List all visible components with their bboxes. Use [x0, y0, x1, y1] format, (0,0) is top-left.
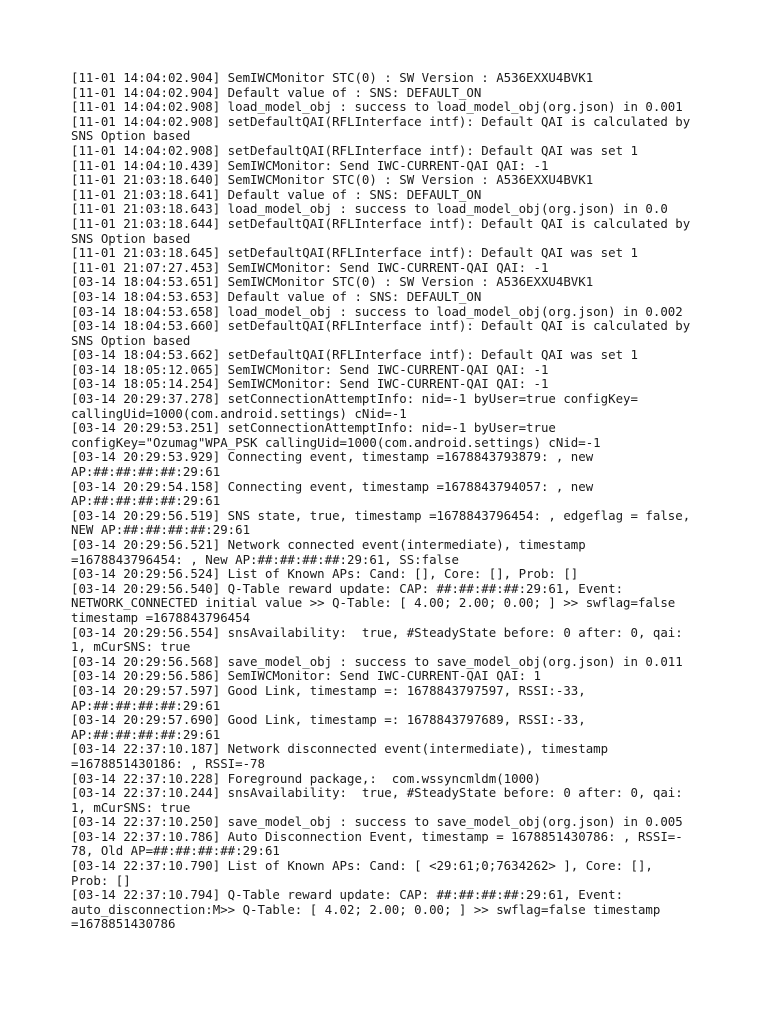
log-line: [03-14 18:04:53.653] Default value of : SNS: DEFAULT_ON [71, 288, 482, 304]
log-line: =1678843796454: , New AP:##:##:##:##:29:61, SS:false [71, 551, 459, 567]
log-line: [03-14 20:29:56.521] Network connected event(intermediate), timestamp [71, 537, 586, 552]
log-line: AP:##:##:##:##:29:61 [71, 697, 221, 713]
log-line: [11-01 21:03:18.643] load_model_obj : success to load_model_obj(org.json) in 0.0 [71, 201, 668, 217]
log-line: SNS Option based [71, 128, 191, 144]
log-line: NETWORK_CONNECTED initial value >> Q-Table: [ 4.00; 2.00; 0.00; ] >> swflag=false [71, 595, 676, 611]
log-line: [03-14 18:04:53.660] setDefaultQAI(RFLInterface intf): Default QAI is calculated by [71, 318, 691, 334]
log-line: [03-14 20:29:56.568] save_model_obj : success to save_model_obj(org.json) in 0.011 [71, 653, 683, 669]
log-line: callingUid=1000(com.android.settings) cNid=-1 [71, 405, 407, 421]
log-line: Prob: [] [71, 872, 131, 888]
log-line: [03-14 20:29:56.519] SNS state, true, timestamp =1678843796454: , edgeflag = false, [71, 507, 691, 523]
log-line: NEW AP:##:##:##:##:29:61 [71, 522, 251, 538]
log-document [71, 71, 711, 932]
log-line: =1678851430786 [71, 916, 176, 932]
log-line: [03-14 22:37:10.794] Q-Table reward update: CAP: ##:##:##:##:29:61, Event: [71, 887, 624, 903]
log-line: [11-01 14:04:02.908] setDefaultQAI(RFLInterface intf): Default QAI was set 1 [71, 142, 638, 158]
log-line: 78, Old AP=##:##:##:##:29:61 [71, 843, 280, 859]
log-line: auto_disconnection:M>> Q-Table: [ 4.02; 2.00; 0.00; ] >> swflag=false timestamp [71, 901, 661, 917]
log-line: [11-01 21:03:18.644] setDefaultQAI(RFLInterface intf): Default QAI is calculated by [71, 215, 691, 231]
log-line: [11-01 14:04:02.908] setDefaultQAI(RFLInterface intf): Default QAI is calculated by [71, 113, 691, 129]
log-line: [11-01 21:03:18.641] Default value of : SNS: DEFAULT_ON [71, 186, 482, 202]
log-line: [03-14 20:29:53.251] setConnectionAttemptInfo: nid=-1 byUser=true [71, 420, 556, 436]
log-line: [03-14 20:29:53.929] Connecting event, timestamp =1678843793879: , new [71, 449, 594, 465]
log-line: 1, mCurSNS: true [71, 799, 191, 815]
log-line: [03-14 20:29:57.690] Good Link, timestamp =: 1678843797689, RSSI:-33, [71, 712, 586, 728]
log-line: [03-14 20:29:56.524] List of Known APs: Cand: [], Core: [], Prob: [] [71, 566, 579, 582]
log-line: [11-01 21:03:18.640] SemIWCMonitor STC(0) : SW Version : A536EXXU4BVK1 [71, 172, 594, 188]
log-line: [03-14 22:37:10.250] save_model_obj : success to save_model_obj(org.json) in 0.005 [71, 814, 683, 830]
log-line: SNS Option based [71, 230, 191, 246]
log-line: [03-14 18:04:53.658] load_model_obj : success to load_model_obj(org.json) in 0.002 [71, 303, 683, 319]
log-line: [11-01 21:03:18.645] setDefaultQAI(RFLInterface intf): Default QAI was set 1 [71, 245, 638, 261]
log-line: AP:##:##:##:##:29:61 [71, 493, 221, 509]
log-line: SNS Option based [71, 332, 191, 348]
log-line: [03-14 22:37:10.244] snsAvailability: true, #SteadyState before: 0 after: 0, qai: [71, 785, 683, 801]
log-line: [03-14 22:37:10.786] Auto Disconnection Event, timestamp = 1678851430786: , RSSI=- [71, 828, 683, 844]
log-line: [03-14 20:29:56.586] SemIWCMonitor: Send IWC-CURRENT-QAI QAI: 1 [71, 668, 541, 684]
log-line: [03-14 18:04:53.662] setDefaultQAI(RFLInterface intf): Default QAI was set 1 [71, 347, 638, 363]
log-line: [03-14 20:29:56.554] snsAvailability: true, #SteadyState before: 0 after: 0, qai: [71, 624, 683, 640]
log-line: 1, mCurSNS: true [71, 639, 191, 655]
log-line: [11-01 14:04:02.908] load_model_obj : success to load_model_obj(org.json) in 0.001 [71, 99, 683, 115]
log-line: [11-01 21:07:27.453] SemIWCMonitor: Send IWC-CURRENT-QAI QAI: -1 [71, 259, 549, 275]
log-line: [03-14 20:29:54.158] Connecting event, timestamp =1678843794057: , new [71, 478, 594, 494]
log-line: configKey="Ozumag"WPA_PSK callingUid=1000(com.android.settings) cNid=-1 [71, 434, 601, 450]
log-line: [03-14 20:29:37.278] setConnectionAttemptInfo: nid=-1 byUser=true configKey= [71, 391, 638, 407]
log-line: [03-14 18:05:12.065] SemIWCMonitor: Send IWC-CURRENT-QAI QAI: -1 [71, 361, 549, 377]
log-line: [03-14 22:37:10.187] Network disconnected event(intermediate), timestamp [71, 741, 609, 757]
log-line: [11-01 14:04:10.439] SemIWCMonitor: Send IWC-CURRENT-QAI QAI: -1 [71, 157, 549, 173]
log-line: AP:##:##:##:##:29:61 [71, 464, 221, 480]
log-line: [03-14 22:37:10.790] List of Known APs: Cand: [ <29:61;0;7634262> ], Core: [], [71, 858, 653, 874]
log-line: [03-14 22:37:10.228] Foreground package,: com.wssyncmldm(1000) [71, 770, 541, 786]
log-line: [03-14 20:29:56.540] Q-Table reward update: CAP: ##:##:##:##:29:61, Event: [71, 580, 624, 596]
log-line: timestamp =1678843796454 [71, 609, 251, 625]
log-line: =1678851430186: , RSSI=-78 [71, 755, 265, 771]
log-line: [03-14 20:29:57.597] Good Link, timestamp =: 1678843797597, RSSI:-33, [71, 682, 586, 698]
log-line: [11-01 14:04:02.904] Default value of : SNS: DEFAULT_ON [71, 84, 482, 100]
log-line: [03-14 18:05:14.254] SemIWCMonitor: Send IWC-CURRENT-QAI QAI: -1 [71, 376, 549, 392]
log-line: AP:##:##:##:##:29:61 [71, 726, 221, 742]
log-line: [11-01 14:04:02.904] SemIWCMonitor STC(0) : SW Version : A536EXXU4BVK1 [71, 70, 594, 85]
log-line: [03-14 18:04:53.651] SemIWCMonitor STC(0) : SW Version : A536EXXU4BVK1 [71, 274, 594, 290]
